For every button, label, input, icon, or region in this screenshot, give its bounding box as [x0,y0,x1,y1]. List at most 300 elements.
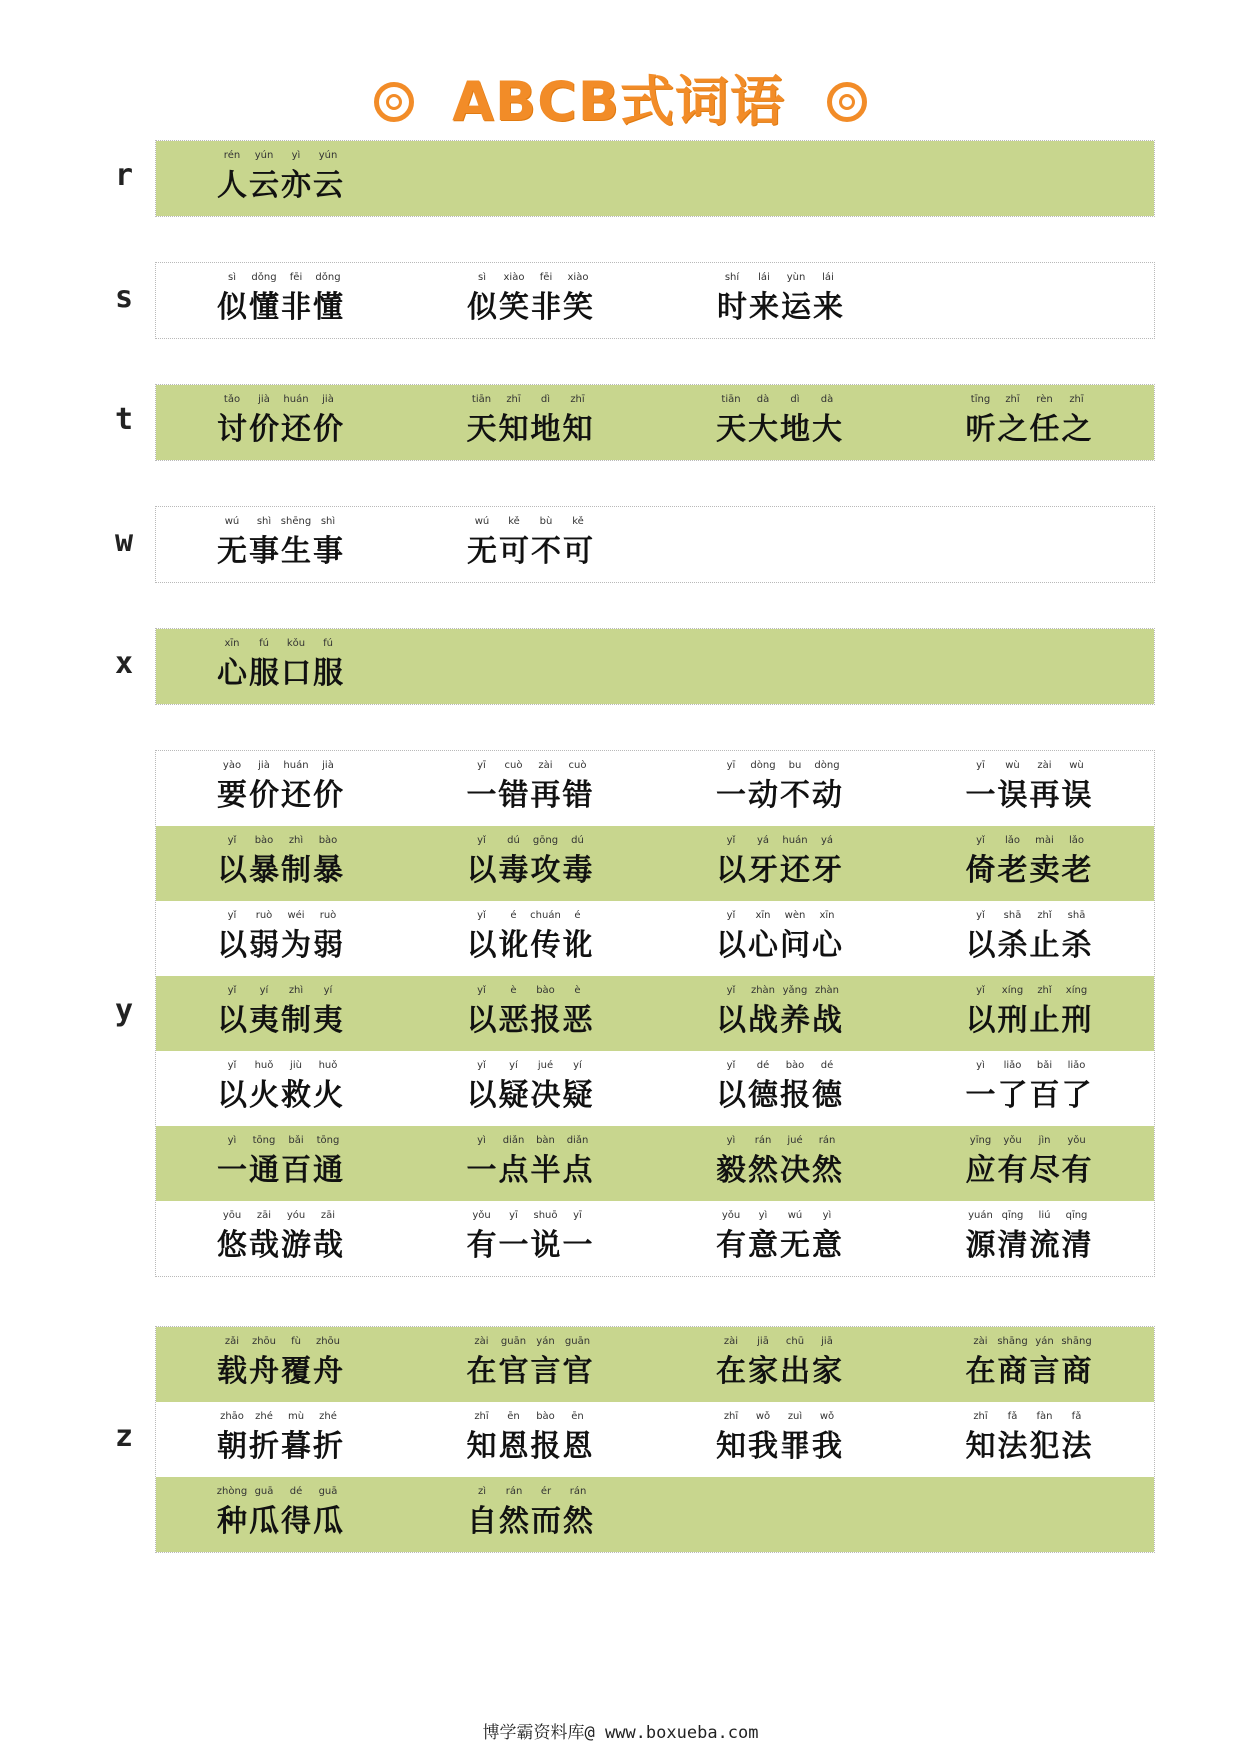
pinyin-syllable: tiān [721,394,741,405]
idiom-entry [156,507,406,582]
idiom-text: 倚 老 卖 老 [965,853,1092,888]
pinyin-syllable: shí [724,272,740,283]
idiom-entry [905,826,1155,901]
idiom-text: 毅 然 决 然 [716,1153,842,1188]
word-row [156,385,1154,460]
pinyin-line [715,1336,875,1347]
pinyin-syllable: xíng [1001,985,1024,996]
pinyin-syllable: zāi [320,1210,336,1221]
idiom-text: 以 暴 制 暴 [217,853,343,888]
pinyin-syllable: tōng [316,1135,340,1146]
idiom-entry [406,1126,656,1201]
pinyin-syllable: yǒu [721,1210,741,1221]
pinyin-syllable: fǎ [1007,1411,1018,1422]
pinyin-syllable: wǒ [819,1411,835,1422]
pinyin-syllable: bù [539,516,553,527]
pinyin-syllable: zhī [973,1411,988,1422]
pinyin-syllable: è [510,985,517,996]
pinyin-line [216,910,376,921]
pinyin-line [216,1210,376,1221]
idiom-entry [655,1327,905,1402]
pinyin-syllable: zhòng [216,1486,248,1497]
idiom-entry [156,629,406,704]
pinyin-syllable: yá [820,835,834,846]
bullseye-icon-right [827,82,867,122]
pinyin-line [466,1411,626,1422]
pinyin-line [216,1336,376,1347]
pinyin-line [216,835,376,846]
pinyin-syllable: cuò [568,760,587,771]
pinyin-line [466,1060,626,1071]
pinyin-syllable: yǐ [477,835,486,846]
pinyin-syllable: ruò [319,910,337,921]
idiom-entry [406,1327,656,1402]
pinyin-syllable: jìn [1038,1135,1051,1146]
pinyin-syllable: shuō [533,1210,558,1221]
idiom-entry [406,826,656,901]
pinyin-syllable: xiào [503,272,525,283]
pinyin-syllable: xíng [1065,985,1088,996]
pinyin-syllable: yán [536,1336,555,1347]
pinyin-line [466,394,626,405]
idiom-text: 听 之 任 之 [965,412,1092,447]
idiom-entry [406,507,656,582]
idiom-text: 以 牙 还 牙 [716,853,842,888]
pinyin-syllable: yún [318,150,338,161]
idiom-entry [156,1477,406,1552]
pinyin-line [216,394,376,405]
pinyin-syllable: rèn [1036,394,1053,405]
idiom-text: 一 点 半 点 [466,1153,593,1188]
pinyin-syllable: jià [258,760,270,771]
pinyin-syllable: yán [1035,1336,1054,1347]
word-row [156,1477,1154,1552]
pinyin-syllable: zhé [319,1411,337,1422]
pinyin-line [216,1060,376,1071]
pinyin-line [466,1336,626,1347]
pinyin-line [216,760,376,771]
pinyin-syllable: yóu [286,1210,306,1221]
idiom-text: 源 清 流 清 [965,1228,1092,1263]
word-group-t [155,384,1155,461]
pinyin-line [466,1486,626,1497]
idiom-text: 知 恩 报 恩 [466,1429,593,1464]
pinyin-syllable: zhì [288,985,304,996]
idiom-text: 时 来 运 来 [717,290,843,325]
pinyin-syllable: zhī [474,1411,489,1422]
pinyin-syllable: yǐ [726,985,736,996]
word-row [156,901,1154,976]
idiom-entry [406,385,656,460]
idiom-entry [655,1201,905,1276]
pinyin-line [715,910,875,921]
pinyin-line [715,985,875,996]
pinyin-syllable: bào [536,985,555,996]
idiom-text: 以 讹 传 讹 [466,928,593,963]
pinyin-syllable: zǎi [224,1336,240,1347]
idiom-text: 以 德 报 德 [716,1078,842,1113]
pinyin-syllable: zhōu [315,1336,341,1347]
idiom-text: 人 云 亦 云 [217,168,343,203]
word-row [156,826,1154,901]
word-group-s [155,262,1155,339]
pinyin-syllable: yī [726,760,736,771]
pinyin-syllable: rán [505,1486,523,1497]
pinyin-syllable: yá [756,835,770,846]
pinyin-syllable: dǒng [251,272,277,283]
pinyin-syllable: zhì [288,835,304,846]
word-group-r [155,140,1155,217]
idiom-text: 应 有 尽 有 [965,1153,1092,1188]
pinyin-syllable: yǐ [976,985,985,996]
idiom-entry [406,1051,656,1126]
pinyin-syllable: rán [818,1135,836,1146]
pinyin-syllable: mù [287,1411,305,1422]
word-row [156,1402,1154,1477]
pinyin-syllable: dé [756,1060,770,1071]
idiom-entry [655,826,905,901]
pinyin-syllable: dú [571,835,584,846]
pinyin-syllable: bào [536,1411,555,1422]
pinyin-syllable: xīn [224,638,240,649]
idiom-entry [156,751,406,826]
pinyin-syllable: yùn [786,272,806,283]
pinyin-syllable: lǎo [1068,835,1085,846]
idiom-text: 似 笑 非 笑 [467,290,593,325]
pinyin-syllable: zuì [787,1411,803,1422]
pinyin-syllable: yǐ [227,985,237,996]
idiom-entry [156,1051,406,1126]
pinyin-line [965,985,1125,996]
pinyin-syllable: huǒ [254,1060,274,1071]
idiom-text: 以 刑 止 刑 [965,1003,1092,1038]
pinyin-syllable: yǐ [227,910,237,921]
idiom-text: 一 误 再 误 [965,778,1092,813]
idiom-text: 以 疑 决 疑 [466,1078,593,1113]
idiom-entry [406,976,656,1051]
idiom-entry [156,1201,406,1276]
pinyin-syllable: liú [1038,1210,1051,1221]
word-row [156,1201,1154,1276]
pinyin-line [466,910,626,921]
idiom-text: 以 心 问 心 [716,928,842,963]
idiom-entry [905,901,1155,976]
footer-watermark: 博学霸资料库@ www.boxueba.com [482,1723,759,1743]
pinyin-syllable: zhī [506,394,521,405]
pinyin-syllable: wǒ [755,1411,771,1422]
idiom-entry [655,751,905,826]
idiom-entry [156,1126,406,1201]
pinyin-syllable: qīng [1001,1210,1024,1221]
idiom-text: 知 法 犯 法 [965,1429,1092,1464]
pinyin-syllable: shā [1003,910,1022,921]
pinyin-syllable: shāng [997,1336,1028,1347]
idiom-entry [905,1402,1155,1477]
word-group-y [155,750,1155,1277]
idiom-text: 有 意 无 意 [716,1228,842,1263]
pinyin-syllable: zhǐ [1037,985,1052,996]
pinyin-syllable: é [574,910,581,921]
pinyin-syllable: bu [788,760,802,771]
idiom-entry [406,751,656,826]
pinyin-syllable: qīng [1065,1210,1088,1221]
pinyin-syllable: sì [478,272,486,283]
idiom-entry [156,263,406,338]
word-row [156,629,1154,704]
pinyin-syllable: jiù [290,1060,302,1071]
idiom-entry [905,385,1155,460]
pinyin-syllable: jiā [821,1336,833,1347]
pinyin-syllable: lái [822,272,834,283]
idiom-text: 载 舟 覆 舟 [217,1354,343,1389]
pinyin-syllable: bǎi [1036,1060,1053,1071]
pinyin-line [715,835,875,846]
idiom-entry [156,385,406,460]
pinyin-syllable: yí [509,1060,518,1071]
pinyin-line [965,1411,1125,1422]
pinyin-syllable: zhàn [814,985,840,996]
pinyin-syllable: yào [222,760,242,771]
pinyin-line [715,1135,875,1146]
pinyin-syllable: yì [291,150,301,161]
pinyin-syllable: zài [723,1336,739,1347]
pinyin-syllable: shāng [1061,1336,1092,1347]
pinyin-syllable: zhāo [220,1411,244,1422]
pinyin-syllable: zài [474,1336,489,1347]
idiom-entry [156,1327,406,1402]
pinyin-line [715,760,875,771]
pinyin-line [965,1135,1125,1146]
pinyin-syllable: dé [289,1486,303,1497]
pinyin-line [466,272,626,283]
idiom-entry [406,1402,656,1477]
pinyin-syllable: zāi [256,1210,272,1221]
idiom-text: 以 夷 制 夷 [217,1003,343,1038]
pinyin-syllable: dòng [814,760,840,771]
pinyin-syllable: yǐ [726,1060,736,1071]
pinyin-syllable: yī [976,760,985,771]
pinyin-line [965,1336,1125,1347]
pinyin-syllable: jià [322,760,334,771]
pinyin-line [965,1210,1125,1221]
pinyin-syllable: jiā [757,1336,769,1347]
pinyin-syllable: liǎo [1003,1060,1022,1071]
pinyin-syllable: é [510,910,517,921]
pinyin-line [216,150,376,161]
pinyin-syllable: wèn [784,910,806,921]
pinyin-syllable: fàn [1036,1411,1053,1422]
pinyin-syllable: guān [500,1336,527,1347]
idiom-text: 一 了 百 了 [965,1078,1092,1113]
pinyin-line [965,760,1125,771]
pinyin-syllable: yì [477,1135,486,1146]
idiom-text: 知 我 罪 我 [716,1429,842,1464]
pinyin-line [715,1210,875,1221]
idiom-text: 以 弱 为 弱 [217,928,343,963]
pinyin-syllable: yīng [969,1135,992,1146]
idiom-entry [156,976,406,1051]
pinyin-syllable: dòng [750,760,776,771]
idiom-text: 要 价 还 价 [217,778,343,813]
pinyin-syllable: zài [973,1336,988,1347]
idiom-entry [905,976,1155,1051]
pinyin-line [716,272,876,283]
idiom-text: 无 事 生 事 [217,534,343,569]
pinyin-line [216,1411,376,1422]
pinyin-syllable: dà [756,394,770,405]
pinyin-syllable: liǎo [1067,1060,1086,1071]
pinyin-line [715,394,875,405]
word-group-w [155,506,1155,583]
pinyin-line [715,1060,875,1071]
pinyin-syllable: yì [227,1135,237,1146]
word-row [156,263,1154,338]
pinyin-syllable: gōng [532,835,559,846]
pinyin-syllable: shì [256,516,272,527]
word-row [156,507,1154,582]
pinyin-syllable: bào [785,1060,805,1071]
word-row [156,141,1154,216]
pinyin-syllable: xīn [755,910,771,921]
pinyin-syllable: chuán [530,910,561,921]
pinyin-line [216,638,376,649]
pinyin-syllable: shā [1067,910,1086,921]
idiom-entry [406,263,656,338]
pinyin-syllable: dǒng [315,272,341,283]
pinyin-syllable: yǐ [976,910,985,921]
pinyin-syllable: cuò [504,760,523,771]
idiom-text: 以 杀 止 杀 [965,928,1092,963]
idiom-entry [905,1201,1155,1276]
idiom-text: 心 服 口 服 [217,656,343,691]
pinyin-line [965,394,1125,405]
pinyin-syllable: rán [569,1486,587,1497]
idiom-text: 悠 哉 游 哉 [217,1228,343,1263]
pinyin-syllable: zhī [1069,394,1084,405]
pinyin-syllable: lǎo [1004,835,1021,846]
idiom-text: 讨 价 还 价 [217,412,343,447]
pinyin-syllable: dé [820,1060,834,1071]
word-row [156,976,1154,1051]
idiom-text: 天 知 地 知 [466,412,593,447]
pinyin-syllable: ér [540,1486,552,1497]
pinyin-syllable: zhī [570,394,585,405]
pinyin-syllable: tǎo [223,394,241,405]
pinyin-syllable: tīng [970,394,991,405]
word-row [156,1126,1154,1201]
pinyin-syllable: lái [758,272,770,283]
idiom-entry [156,826,406,901]
pinyin-syllable: yǐ [227,1060,237,1071]
pinyin-line [965,1060,1125,1071]
pinyin-syllable: yì [976,1060,985,1071]
pinyin-line [466,985,626,996]
word-row [156,751,1154,826]
pinyin-syllable: yuán [968,1210,993,1221]
pinyin-syllable: yǐ [726,835,736,846]
idiom-entry [905,1126,1155,1201]
idiom-entry [156,1402,406,1477]
pinyin-syllable: yǐ [477,1060,486,1071]
group-letter-w: w [114,523,134,559]
pinyin-line [466,1135,626,1146]
pinyin-syllable: diǎn [566,1135,589,1146]
idiom-entry [905,1327,1155,1402]
pinyin-syllable: yì [726,1135,736,1146]
pinyin-syllable: jià [258,394,270,405]
idiom-text: 在 商 言 商 [965,1354,1092,1389]
idiom-text: 天 大 地 大 [716,412,842,447]
page-title [0,62,1241,142]
pinyin-line [216,516,376,527]
idiom-entry [655,1126,905,1201]
pinyin-syllable: ēn [507,1411,520,1422]
pinyin-syllable: jué [537,1060,554,1071]
pinyin-line [715,1411,875,1422]
pinyin-line [965,835,1125,846]
pinyin-syllable: huán [283,394,309,405]
pinyin-syllable: yǒu [472,1210,491,1221]
pinyin-syllable: bǎi [288,1135,304,1146]
pinyin-syllable: yī [509,1210,518,1221]
idiom-text: 以 战 养 战 [716,1003,842,1038]
pinyin-syllable: zhàn [750,985,776,996]
pinyin-syllable: yǒu [1003,1135,1022,1146]
idiom-entry [655,385,905,460]
group-letter-y: y [114,992,134,1028]
pinyin-syllable: jià [322,394,334,405]
idiom-entry [655,901,905,976]
idiom-text: 朝 折 暮 折 [217,1429,343,1464]
idiom-entry [406,1201,656,1276]
pinyin-syllable: zài [1037,760,1052,771]
idiom-entry [406,901,656,976]
pinyin-syllable: bào [254,835,274,846]
pinyin-syllable: yí [323,985,333,996]
word-group-x [155,628,1155,705]
pinyin-syllable: fēi [539,272,553,283]
idiom-text: 以 火 救 火 [217,1078,343,1113]
pinyin-syllable: dì [790,394,800,405]
pinyin-syllable: zhī [1005,394,1020,405]
group-letter-x: x [114,645,134,681]
word-group-z [155,1326,1155,1553]
pinyin-syllable: zhōu [251,1336,277,1347]
idiom-text: 自 然 而 然 [467,1504,593,1539]
pinyin-syllable: wù [1069,760,1084,771]
idiom-text: 在 官 言 官 [466,1354,593,1389]
word-row [156,1327,1154,1402]
pinyin-syllable: rén [223,150,241,161]
idiom-entry [406,1477,656,1552]
pinyin-line [466,760,626,771]
pinyin-syllable: yǐ [726,910,736,921]
pinyin-syllable: fù [291,1336,301,1347]
pinyin-syllable: yún [254,150,274,161]
pinyin-syllable: ruò [255,910,273,921]
pinyin-syllable: tiān [471,394,492,405]
pinyin-syllable: kě [508,516,520,527]
pinyin-syllable: wú [224,516,240,527]
pinyin-syllable: fú [323,638,333,649]
pinyin-syllable: yǐ [976,835,985,846]
pinyin-syllable: sì [228,272,236,283]
pinyin-syllable: kě [572,516,584,527]
pinyin-syllable: zhī [723,1411,739,1422]
pinyin-syllable: tōng [252,1135,276,1146]
pinyin-syllable: zì [477,1486,487,1497]
pinyin-syllable: yī [573,1210,582,1221]
